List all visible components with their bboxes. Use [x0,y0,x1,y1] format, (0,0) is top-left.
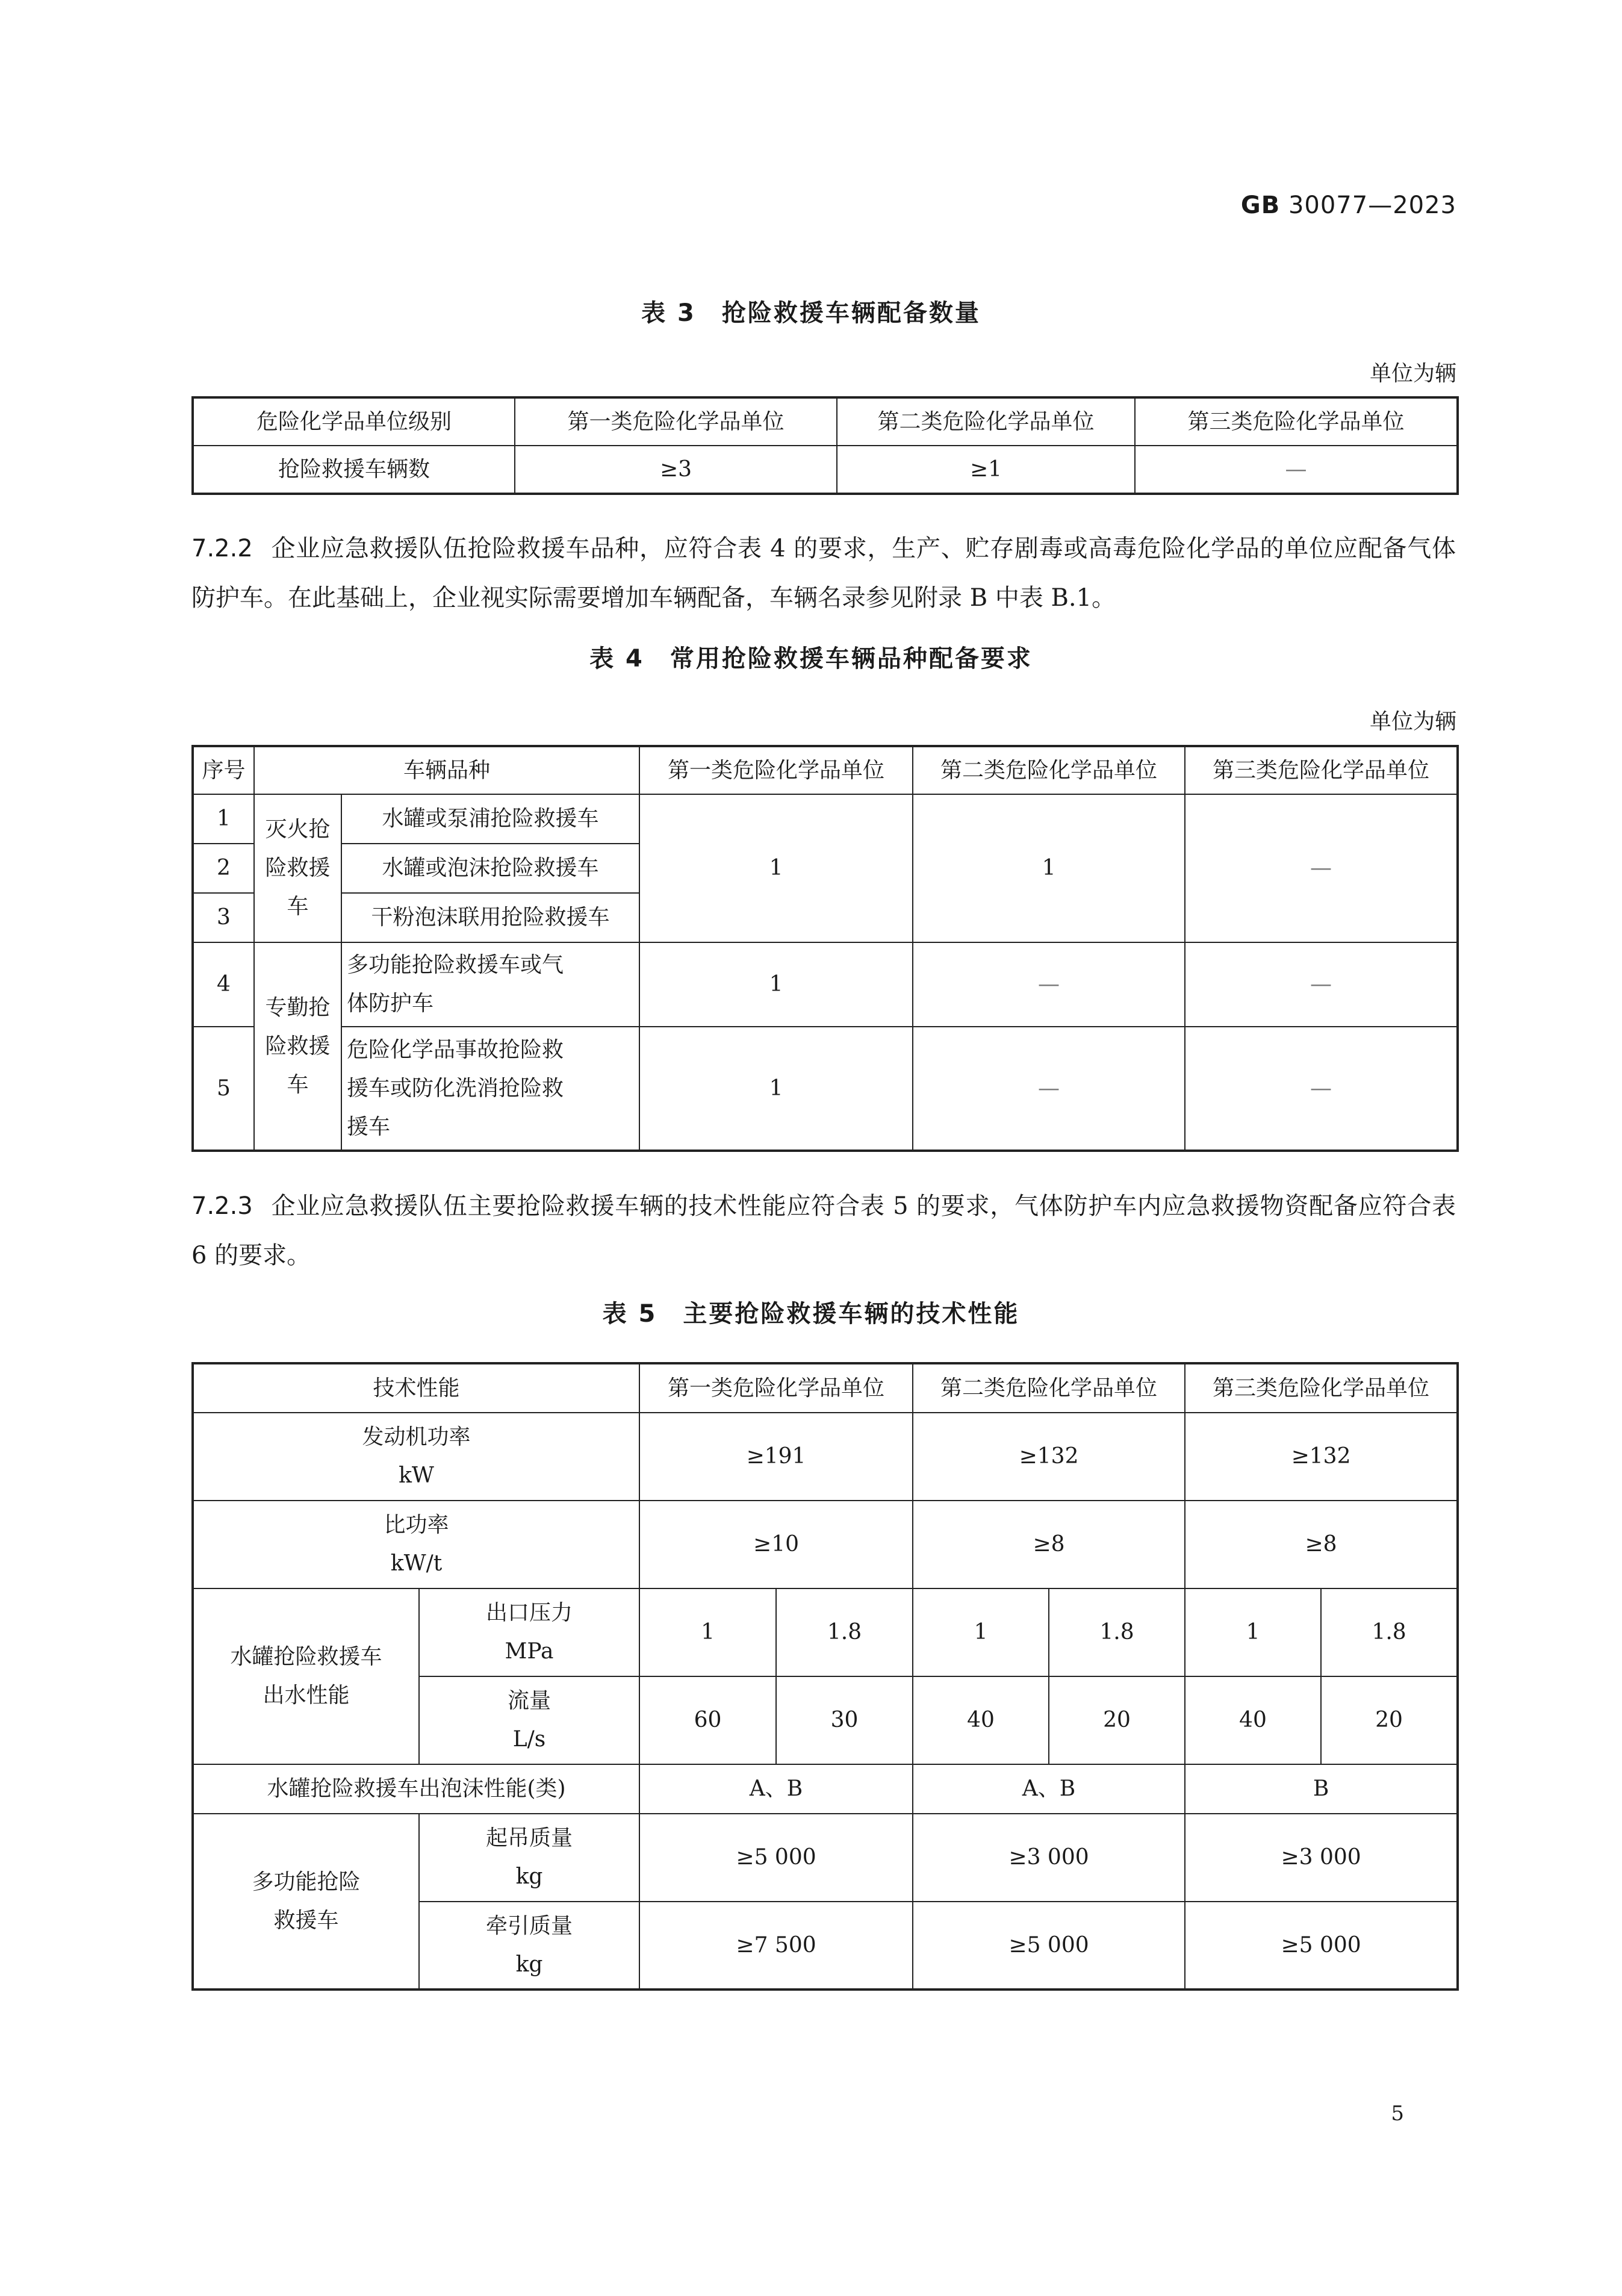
table5-label: 水罐抢险救援车出泡沫性能(类) [193,1764,639,1814]
table5-value: 1.8 [1049,1588,1185,1676]
table5-sublabel: 起吊质量 kg [419,1814,639,1902]
table5-sublabel: 流量 L/s [419,1676,639,1764]
table5-group-label: 水罐抢险救援车 出水性能 [193,1588,419,1764]
table4-row-4 [193,942,1458,1027]
table5-value: 30 [776,1676,913,1764]
table4-vehicle-name: 水罐或泡沫抢险救援车 [341,844,639,893]
table4-vehicle-name: 多功能抢险救援车或气 体防护车 [341,942,639,1027]
table5-value: 60 [639,1676,776,1764]
table4-group-label: 专勤抢 险救援 车 [254,942,341,1151]
table4-row-number: 5 [193,1027,254,1151]
table5-value: ≥191 [639,1413,913,1501]
table5-header: 第三类危险化学品单位 [1185,1363,1458,1413]
clause-text: 企业应急救援队伍主要抢险救援车辆的技术性能应符合表 5 的要求，气体防护车内应急救援物资配备应符合表 6 的要求。 [191,1192,1456,1269]
table4-row-5 [193,1027,1458,1151]
table4-value: — [913,942,1185,1027]
table4-vehicle-name: 干粉泡沫联用抢险救援车 [341,893,639,942]
table4-row-number: 2 [193,844,254,893]
table5-value: ≥5 000 [639,1814,913,1902]
clause-number: 7.2.2 [191,535,253,562]
table5-label: 比功率 kW/t [193,1501,639,1588]
table4-caption: 表 4 常用抢险救援车辆品种配备要求 [589,645,1033,673]
clause-7-2-3 [191,1181,1456,1280]
table4-value: — [1185,1027,1458,1151]
table3-cell: ≥3 [515,446,837,494]
table4-header: 第一类危险化学品单位 [639,746,913,794]
clause-7-2-2 [191,524,1456,623]
table3-header: 第三类危险化学品单位 [1135,397,1458,446]
table4-value: 1 [639,942,913,1027]
table5-caption: 表 5 主要抢险救援车辆的技术性能 [602,1300,1020,1328]
table5-value: ≥132 [913,1413,1185,1501]
table5-row-lift [193,1814,1458,1902]
table3 [191,396,1459,495]
table5-value: ≥3 000 [913,1814,1185,1902]
table4-value: 1 [913,794,1185,942]
table5-value: A、B [913,1764,1185,1814]
page-number: 5 [1391,2102,1404,2126]
table5-value: 20 [1049,1676,1185,1764]
table4-row-number: 1 [193,794,254,844]
table5-value: 20 [1321,1676,1458,1764]
table5-value: ≥10 [639,1501,913,1588]
standard-code: GB 30077—2023 [1240,191,1456,219]
table5-sublabel: 出口压力 MPa [419,1588,639,1676]
table4-header: 第二类危险化学品单位 [913,746,1185,794]
table5-header: 第一类危险化学品单位 [639,1363,913,1413]
table3-header: 第一类危险化学品单位 [515,397,837,446]
table5-value: ≥132 [1185,1413,1458,1501]
table5-value: ≥5 000 [913,1902,1185,1990]
table5-header: 第二类危险化学品单位 [913,1363,1185,1413]
table3-unit: 单位为辆 [1369,361,1456,386]
table5-value: 1.8 [776,1588,913,1676]
table5-value: 40 [1185,1676,1321,1764]
table5-row-foam [193,1764,1458,1814]
table5-value: 1 [639,1588,776,1676]
table4-row-number: 4 [193,942,254,1027]
table5-row-pressure [193,1588,1458,1676]
table5-value: ≥8 [913,1501,1185,1588]
table5-value: A、B [639,1764,913,1814]
table5-value: ≥7 500 [639,1902,913,1990]
table3-cell: — [1135,446,1458,494]
table4-value: 1 [639,794,913,942]
table4-vehicle-name: 危险化学品事故抢险救 援车或防化洗消抢险救 援车 [341,1027,639,1151]
table4-row-number: 3 [193,893,254,942]
table5-label: 发动机功率 kW [193,1413,639,1501]
table5-value: B [1185,1764,1458,1814]
table5 [191,1362,1459,1991]
table5-value: ≥5 000 [1185,1902,1458,1990]
clause-number: 7.2.3 [191,1192,253,1220]
table5-value: ≥8 [1185,1501,1458,1588]
table4-value: — [913,1027,1185,1151]
table3-cell: 抢险救援车辆数 [193,446,515,494]
table3-cell: ≥1 [837,446,1135,494]
table4-header: 序号 [193,746,254,794]
table5-value: ≥3 000 [1185,1814,1458,1902]
table4 [191,745,1459,1152]
table4-header: 车辆品种 [254,746,639,794]
table3-header: 危险化学品单位级别 [193,397,515,446]
table5-value: 1.8 [1321,1588,1458,1676]
table4-vehicle-name: 水罐或泵浦抢险救援车 [341,794,639,844]
table4-group-label: 灭火抢 险救援 车 [254,794,341,942]
table5-header: 技术性能 [193,1363,639,1413]
table5-group-label: 多功能抢险 救援车 [193,1814,419,1990]
table5-row-specific [193,1501,1458,1588]
table5-sublabel: 牵引质量 kg [419,1902,639,1990]
table4-value: — [1185,794,1458,942]
table4-unit: 单位为辆 [1369,709,1456,734]
table4-header: 第三类危险化学品单位 [1185,746,1458,794]
table5-value: 1 [1185,1588,1321,1676]
table5-value: 40 [913,1676,1049,1764]
table5-value: 1 [913,1588,1049,1676]
table5-row-engine [193,1413,1458,1501]
table4-value: — [1185,942,1458,1027]
table3-header: 第二类危险化学品单位 [837,397,1135,446]
table4-value: 1 [639,1027,913,1151]
table3-caption: 表 3 抢险救援车辆配备数量 [641,299,981,327]
clause-text: 企业应急救援队伍抢险救援车品种，应符合表 4 的要求，生产、贮存剧毒或高毒危险化学品的单位应配备气体防护车。在此基础上，企业视实际需要增加车辆配备，车辆名录参见附录 B 中表 B.1。 [191,535,1456,612]
